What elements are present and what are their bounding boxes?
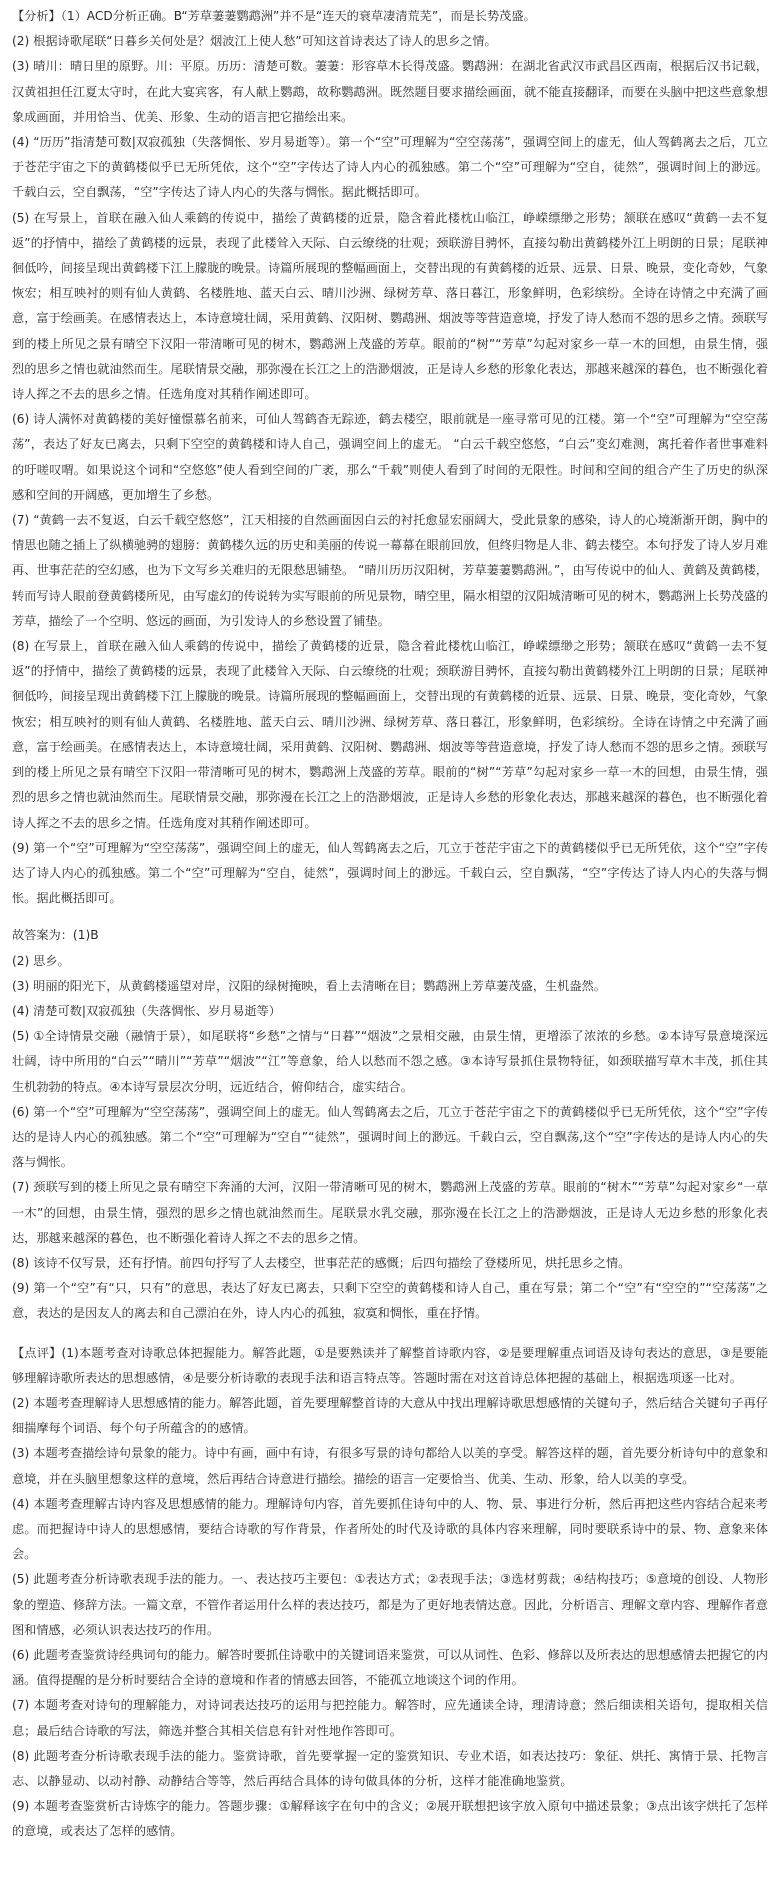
comment-paragraph: (4) 本题考查理解古诗内容及思想感情的能力。理解诗句内容，首先要抓住诗句中的人、物、景、事进行分析，然后再把这些内容结合起来考虑。而把握诗中诗人的思想感情，要结合诗歌的写作背景，作者所处的时代及诗歌的具体内容来理解，同时要联系诗中的景、物、意象来体会。 (12, 1496, 768, 1562)
analysis-paragraph: (7) “黄鹤一去不复返，白云千载空悠悠”，江天相接的自然画面因白云的衬托愈显宏丽阔大，受此景象的感染，诗人的心境渐渐开朗，胸中的情思也随之插上了纵横驰骋的翅膀：黄鹤楼久远的历史和美丽的传说一幕幕在眼前回放，但终归物是人非、鹤去楼空。本句抒发了诗人岁月难再、世事茫茫的空幻感，也为下文写乡关难归的无限愁思铺垫。 “晴川历历汉阳树，芳草萋萋鹦鹉洲。”，由写传说中的仙人、黄鹤及黄鹤楼，转而写诗人眼前登黄鹤楼所见，由写虚幻的传说转为实写眼前的所见景物，晴空里，隔水相望的汉阳城清晰可见的树木，鹦鹉洲上长势茂盛的芳草，描绘了一个空明、悠远的画面，为引发诗人的乡愁设置了铺垫。 (12, 513, 768, 628)
comment-paragraph: (7) 本题考查对诗句的理解能力，对诗词表达技巧的运用与把控能力。解答时，应先通读全诗，理清诗意；然后细读相关语句，提取相关信息；最后结合诗歌的写法，筛选并整合其相关信息有针对性地作答即可。 (12, 1698, 768, 1738)
answer-paragraph: (9) 第一个“空”有“只，只有”的意思，表达了好友已离去，只剩下空空的黄鹤楼和诗人自己，重在写景；第二个“空”有“空空的”“空荡荡”之意，表达的是因友人的离去和自己漂泊在外，诗人内心的孤独，寂寞和惆怅，重在抒情。 (12, 1281, 768, 1321)
section-spacer (12, 911, 768, 923)
analysis-paragraph: (3) 晴川：晴日里的原野。川：平原。历历：清楚可数。萋萋：形容草木长得茂盛。鹦鹉洲：在湖北省武汉市武昌区西南，根据后汉书记载，汉黄祖担任江夏太守时，在此大宴宾客，有人献上鹦鹉，故称鹦鹉洲。既然题目要求描绘画面，就不能直接翻译，而要在头脑中把这些意象想象成画面，并用恰当、优美、形象、生动的语言把它描绘出来。 (12, 59, 768, 124)
answer-paragraph: (7) 颈联写到的楼上所见之景有晴空下奔涌的大河，汉阳一带清晰可见的树木，鹦鹉洲上茂盛的芳草。眼前的“树木”“芳草”勾起对家乡“一草一木”的回想，由景生情，强烈的思乡之情也就油然而生。尾联景水乳交融，那弥漫在长江之上的浩渺烟波，正是诗人无边乡愁的形象化表达，那越来越深的暮色，也不断强化着诗人挥之不去的思乡之情。 (12, 1180, 768, 1245)
comment-paragraph: (2) 本题考查理解诗人思想感情的能力。解答此题，首先要理解整首诗的大意从中找出理解诗歌思想感情的关键句子，然后结合关键句子再仔细揣摩每个词语、每个句子所蕴含的的感情。 (12, 1395, 768, 1436)
analysis-paragraph: (5) 在写景上，首联在融入仙人乘鹤的传说中，描绘了黄鹤楼的近景，隐含着此楼枕山临江，峥嵘缥缈之形势；颔联在感叹“黄鹤一去不复返”的抒情中，描绘了黄鹤楼的远景，表现了此楼耸入天际、白云缭绕的壮观；颈联游目骋怀，直接勾勒出黄鹤楼外江上明朗的日景；尾联神徊低吟，间接呈现出黄鹤楼下江上朦胧的晚景。诗篇所展现的整幅画面上，交替出现的有黄鹤楼的近景、远景、日景、晚景，变化奇妙，气象恢宏；相互映衬的则有仙人黄鹤、名楼胜地、蓝天白云、晴川沙洲、绿树芳草、落日暮江，形象鲜明，色彩缤纷。全诗在诗情之中充满了画意，富于绘画美。在感情表达上，本诗意境壮阔，采用黄鹤、汉阳树、鹦鹉洲、烟波等等营造意境，抒发了诗人愁而不怨的思乡之情。颈联写到的楼上所见之景有晴空下汉阳一带清晰可见的树木，鹦鹉洲上茂盛的芳草。眼前的“树”“芳草”勾起对家乡一草一木的回想，由景生情，强烈的思乡之情也就油然而生。尾联情景交融，那弥漫在长江之上的浩渺烟波，正是诗人乡愁的形象化表达，那越来越深的暮色，也不断强化着诗人挥之不去的思乡之情。任选角度对其稍作阐述即可。 (12, 210, 768, 402)
analysis-paragraph: (4) “历历”指清楚可数|双寂孤独（失落惆怅、岁月易逝等）。第一个“空”可理解为“空空荡荡”，强调空间上的虚无，仙人驾鹤离去之后，兀立于苍茫宇宙之下的黄鹤楼似乎已无所凭依，这个“空”字传达了诗人内心的孤独感。第二个“空”可理解为“空自，徒然”，强调时间上的渺远。千载白云，空自飘荡，“空”字传达了诗人内心的失落与惆怅。据此概括即可。 (12, 135, 768, 200)
answer-paragraph: (2) 思乡。 (12, 953, 70, 968)
analysis-section (12, 4, 768, 911)
analysis-paragraph: (8) 在写景上，首联在融入仙人乘鹤的传说中，描绘了黄鹤楼的近景，隐含着此楼枕山临江，峥嵘缥缈之形势；颔联在感叹“黄鹤一去不复返”的抒情中，描绘了黄鹤楼的远景，表现了此楼耸入天际、白云缭绕的壮观；颈联游目骋怀，直接勾勒出黄鹤楼外江上明朗的日景；尾联神徊低吟，间接呈现出黄鹤楼下江上朦胧的晚景。诗篇所展现的整幅画面上，交替出现的有黄鹤楼的近景、远景、日景、晚景，变化奇妙，气象恢宏；相互映衬的则有仙人黄鹤、名楼胜地、蓝天白云、晴川沙洲、绿树芳草、落日暮江，形象鲜明，色彩缤纷。全诗在诗情之中充满了画意，富于绘画美。在感情表达上，本诗意境壮阔，采用黄鹤、汉阳树、鹦鹉洲、烟波等等营造意境，抒发了诗人愁而不怨的思乡之情。颈联写到的楼上所见之景有晴空下汉阳一带清晰可见的树木，鹦鹉洲上茂盛的芳草。眼前的“树”“芳草”勾起对家乡一草一木的回想，由景生情，强烈的思乡之情也就油然而生。尾联情景交融，那弥漫在长江之上的浩渺烟波，正是诗人乡愁的形象化表达，那越来越深的暮色，也不断强化着诗人挥之不去的思乡之情。任选角度对其稍作阐述即可。 (12, 639, 768, 830)
answer-section (12, 923, 768, 1326)
analysis-paragraph: (6) 诗人满怀对黄鹤楼的美好憧憬慕名前来，可仙人驾鹤杳无踪迹，鹤去楼空，眼前就是一座寻常可见的江楼。第一个“空”可理解为“空空荡荡”，表达了好友已离去，只剩下空空的黄鹤楼和诗人自己，强调空间上的虚无。 “白云千载空悠悠，“白云”变幻难测，寓托着作者世事难料的吁嗟叹喟。如果说这个词和“空悠悠”使人看到空间的广袤，那么“千载”则使人看到了时间的无限性。时间和空间的组合产生了历史的纵深感和空间的开阔感，更加增生了乡愁。 (12, 412, 768, 502)
answer-paragraph: (8) 该诗不仅写景，还有抒情。前四句抒写了人去楼空，世事茫茫的感慨；后四句描绘了登楼所见，烘托思乡之情。 (12, 1255, 631, 1270)
analysis-paragraph: 【分析】（1）ACD分析正确。B“芳草萋萋鹦鹉洲”并不是“连天的衰草凄清荒芜”，而是长势茂盛。 (12, 9, 536, 23)
comment-paragraph: (3) 本题考查描绘诗句景象的能力。诗中有画，画中有诗，有很多写景的诗句都给人以美的享受。解答这样的题，首先要分析诗句中的意象和意境，并在头脑里想象这样的意境，然后再结合诗意进行描绘。描绘的语言一定要恰当、优美、生动、形象，给人以美的享受。 (12, 1446, 768, 1486)
answer-paragraph: (6) 第一个“空”可理解为“空空荡荡”，强调空间上的虚无。仙人驾鹤离去之后，兀立于苍茫宇宙之下的黄鹤楼似乎已无所凭依，这个“空”字传达的是诗人内心的孤独感。第二个“空”可理解为“空自”“徒然”，强调时间上的渺远。千载白云，空自飘荡,这个“空”字传达的是诗人内心的失落与惆怅。 (12, 1104, 768, 1170)
analysis-paragraph: (2) 根据诗歌尾联“日暮乡关何处是？烟波江上使人愁”可知这首诗表达了诗人的思乡之情。 (12, 34, 497, 49)
comment-paragraph: (9) 本题考查鉴赏析古诗炼字的能力。答题步骤：①解释该字在句中的含义；②展开联想把该字放入原句中描述景象；③点出该字烘托了怎样的意境，或表达了怎样的感情。 (12, 1799, 768, 1839)
answer-paragraph: (5) ①全诗情景交融（融情于景），如尾联将“乡愁”之情与“日暮”“烟波”之景相交融，由景生情，更增添了浓浓的乡愁。②本诗写景意境深远壮阔，诗中所用的“白云”“晴川”“芳草”“烟波”“江”等意象，给人以愁而不怨之感。③本诗写景抓住景物特征，如颈联描写草木丰茂，抓住其生机勃勃的特点。④本诗写景层次分明，远近结合，俯仰结合，虚实结合。 (12, 1029, 768, 1094)
answer-paragraph: 故答案为：(1)B (12, 928, 99, 943)
comment-paragraph: (5) 此题考查分析诗歌表现手法的能力。一、表达技巧主要包：①表达方式；②表现手法；③选材剪裁；④结构技巧；⑤意境的创设、人物形象的塑造、修辞方法。一篇文章，不管作者运用什么样的表达技巧，都是为了更好地表情达意。因此，分析语言、理解文章内容、理解作者意图和情感，必须认识表达技巧的作用。 (12, 1572, 768, 1637)
analysis-paragraph: (9) 第一个“空”可理解为“空空荡荡”，强调空间上的虚无，仙人驾鹤离去之后，兀立于苍茫宇宙之下的黄鹤楼似乎已无所凭依，这个“空”字传达了诗人内心的孤独感。第二个“空”可理解为“空自，徒然”，强调时间上的渺远。千载白云，空自飘荡，“空”字传达了诗人内心的失落与惆怅。据此概括即可。 (12, 840, 768, 906)
comment-paragraph: 【点评】(1)本题考查对诗歌总体把握能力。解答此题，①是要熟读并了解整首诗歌内容，②是要理解重点词语及诗句表达的意思，③是要能够理解诗歌所表达的思想感情，④是要分析诗歌的表现手法和语言特点等。答题时需在对这首诗总体把握的基础上，根据选项逐一比对。 (12, 1345, 768, 1385)
answer-paragraph: (4) 清楚可数|双寂孤独（失落惆怅、岁月易逝等） (12, 1003, 281, 1018)
section-spacer (12, 1327, 768, 1341)
comment-section (12, 1341, 768, 1845)
answer-paragraph: (3) 明丽的阳光下，从黄鹤楼遥望对岸，汉阳的绿树掩映，看上去清晰在目；鹦鹉洲上芳草萋茂盛，生机盎然。 (12, 978, 606, 993)
comment-paragraph: (8) 此题考查分析诗歌表现手法的能力。鉴赏诗歌，首先要掌握一定的鉴赏知识、专业术语，如表达技巧：象征、烘托、寓情于景、托物言志、以静显动、以动衬静、动静结合等等，然后再结合具体的诗句做具体的分析，这样才能准确地鉴赏。 (12, 1748, 768, 1789)
comment-paragraph: (6) 此题考查鉴赏诗经典词句的能力。解答时要抓住诗歌中的关键词语来鉴赏，可以从词性、色彩、修辞以及所表达的思想感情去把握它的内涵。值得提醒的是分析时要结合全诗的意境和作者的情感去回答，不能孤立地谈这个词的作用。 (12, 1648, 768, 1688)
